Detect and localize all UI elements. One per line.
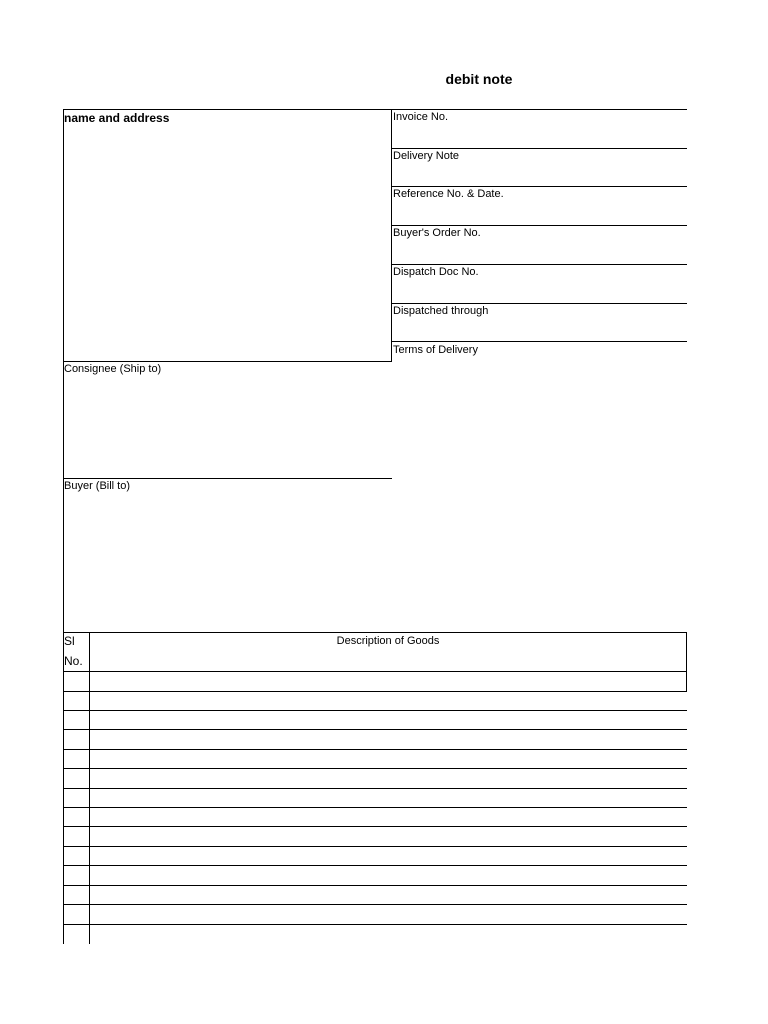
table-row xyxy=(63,924,687,925)
table-row xyxy=(63,729,687,730)
dispatched-through-label: Dispatched through xyxy=(393,305,489,317)
reference-no-date-label: Reference No. & Date. xyxy=(393,188,504,200)
field-divider xyxy=(392,264,687,265)
table-row xyxy=(63,846,687,847)
buyers-order-no-label: Buyer's Order No. xyxy=(393,227,481,239)
table-row xyxy=(63,826,687,827)
goods-table-right-border xyxy=(686,632,687,692)
document-title: debit note xyxy=(445,71,513,87)
field-divider xyxy=(392,186,687,187)
sl-no-header-line2: No. xyxy=(64,654,83,668)
goods-table-top-border xyxy=(63,632,687,633)
left-border xyxy=(63,109,64,944)
table-row xyxy=(63,749,687,750)
buyer-label: Buyer (Bill to) xyxy=(64,480,131,492)
field-divider xyxy=(392,225,687,226)
dispatch-doc-no-label: Dispatch Doc No. xyxy=(393,266,479,278)
seller-name-address-label: name and address xyxy=(64,111,170,125)
table-row xyxy=(63,691,687,692)
table-row xyxy=(63,865,687,866)
table-row xyxy=(63,904,687,905)
seller-box-bottom-border xyxy=(63,361,392,362)
consignee-bottom-border xyxy=(63,478,392,479)
delivery-note-label: Delivery Note xyxy=(393,150,460,162)
field-divider xyxy=(392,341,687,342)
field-divider xyxy=(392,303,687,304)
field-divider xyxy=(392,148,687,149)
table-row xyxy=(63,768,687,769)
sl-no-header xyxy=(64,631,83,671)
table-row xyxy=(63,710,687,711)
table-row xyxy=(63,807,687,808)
consignee-label: Consignee (Ship to) xyxy=(64,363,162,375)
top-border xyxy=(63,109,687,110)
terms-of-delivery-label: Terms of Delivery xyxy=(393,344,478,356)
description-of-goods-header: Description of Goods xyxy=(336,635,440,647)
table-row xyxy=(63,671,687,672)
seller-box-right-border xyxy=(391,109,392,361)
sl-no-header-line1: Sl xyxy=(64,634,75,648)
table-row xyxy=(63,885,687,886)
invoice-no-label: Invoice No. xyxy=(393,111,449,123)
table-row xyxy=(63,788,687,789)
